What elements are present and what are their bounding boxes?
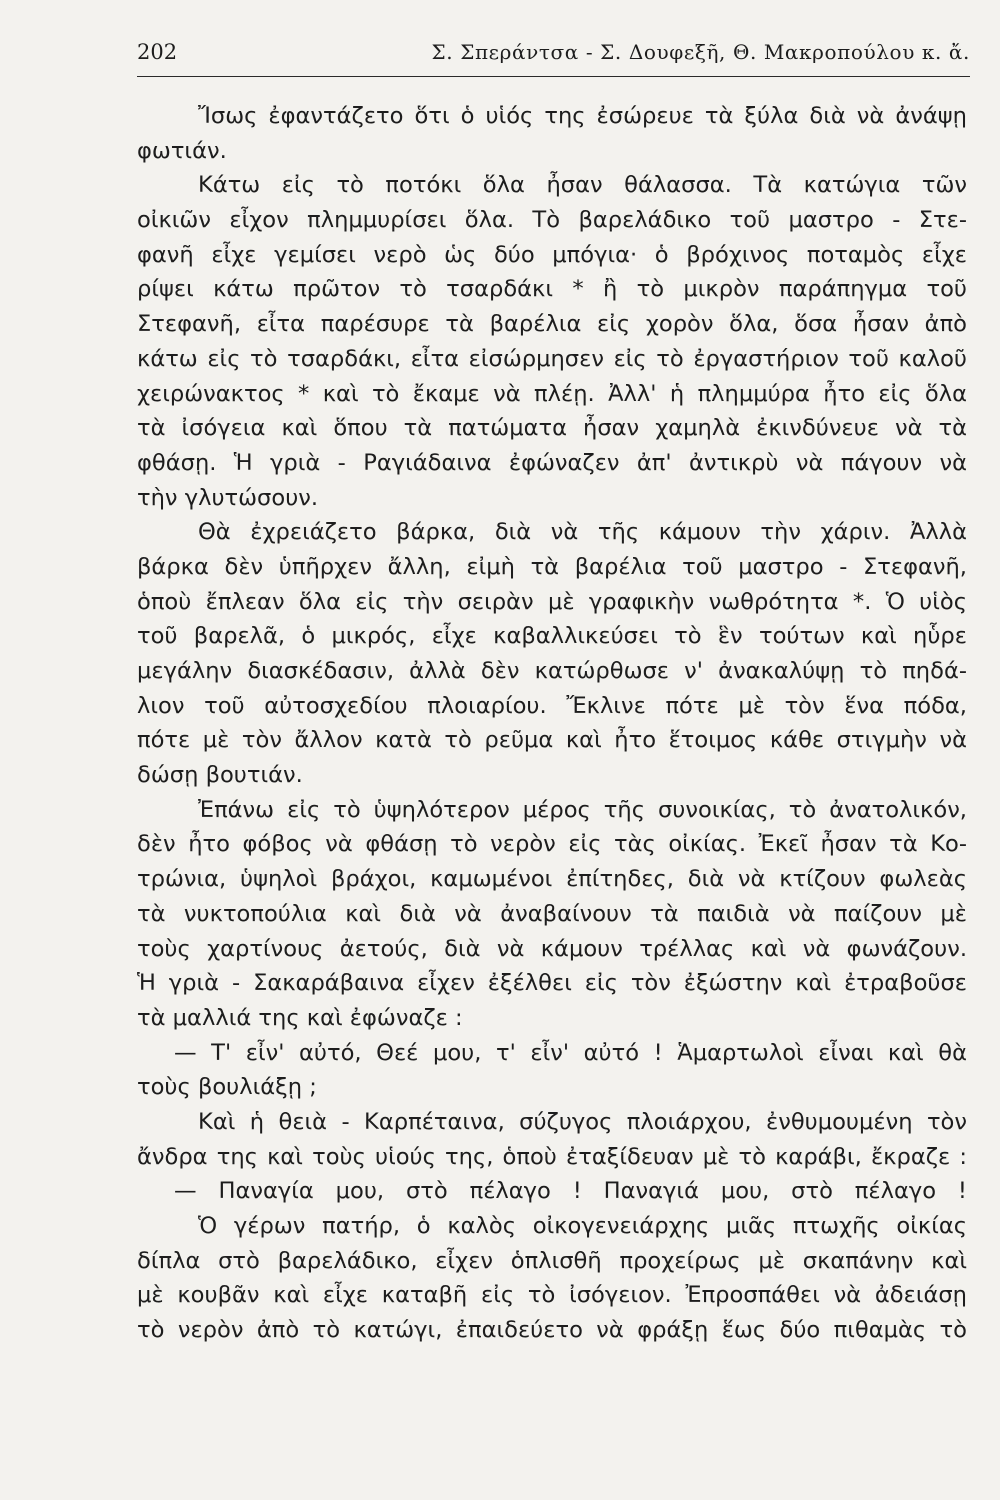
header-rule	[137, 76, 970, 77]
text-line: τὰ νυκτοπούλια καὶ διὰ νὰ ἀναβαίνουν τὰ παιδιὰ νὰ παίζουν μὲ	[137, 900, 967, 927]
text-line: οἰκιῶν εἶχον πλημμυρίσει ὅλα. Τὸ βαρελάδικο τοῦ μαστρο - Στε-	[137, 207, 967, 234]
text-line: τοὺς βουλιάξῃ ;	[137, 1074, 317, 1101]
text-line: Κάτω εἰς τὸ ποτόκι ὅλα ἦσαν θάλασσα. Τὰ κατώγια τῶν	[198, 172, 967, 199]
text-line: κάτω εἰς τὸ τσαρδάκι, εἶτα εἰσώρμησεν εἰς τὸ ἐργαστήριον τοῦ καλοῦ	[137, 345, 967, 372]
page-number: 202	[137, 40, 178, 64]
text-line: μὲ κουβᾶν καὶ εἶχε καταβῆ εἰς τὸ ἰσόγειον. Ἐπροσπάθει νὰ ἀδειάσῃ	[137, 1282, 967, 1309]
text-line: Ἐπάνω εἰς τὸ ὑψηλότερον μέρος τῆς συνοικίας, τὸ ἀνατολικόν,	[198, 796, 967, 823]
text-line: φωτιάν.	[137, 137, 227, 164]
page-header	[137, 40, 970, 72]
text-line: δίπλα στὸ βαρελάδικο, εἶχεν ὁπλισθῆ προχείρως μὲ σκαπάνην καὶ	[137, 1247, 967, 1274]
text-line: δὲν ἦτο φόβος νὰ φθάσῃ τὸ νερὸν εἰς τὰς οἰκίας. Ἐκεῖ ἦσαν τὰ Κο-	[137, 831, 967, 858]
running-head: Σ. Σπεράντσα - Σ. Δουφεξῆ, Θ. Μακροπούλου κ. ἄ.	[431, 40, 970, 64]
text-line: φανῆ εἶχε γεμίσει νερὸ ὡς δύο μπόγια· ὁ βρόχινος ποταμὸς εἶχε	[137, 241, 967, 268]
text-line: βάρκα δὲν ὑπῆρχεν ἄλλη, εἰμὴ τὰ βαρέλια τοῦ μαστρο - Στεφανῆ,	[137, 553, 967, 580]
text-line: χειρώνακτος * καὶ τὸ ἔκαμε νὰ πλέῃ. Ἀλλ' ἡ πλημμύρα ἦτο εἰς ὅλα	[137, 380, 967, 407]
text-line: Θὰ ἐχρειάζετο βάρκα, διὰ νὰ τῆς κάμουν τὴν χάριν. Ἀλλὰ	[198, 519, 967, 546]
text-line: ὁποὺ ἔπλεαν ὅλα εἰς τὴν σειρὰν μὲ γραφικὴν νωθρότητα *. Ὁ υἱὸς	[137, 588, 967, 615]
text-line: Ἴσως ἐφαντάζετο ὅτι ὁ υἱός της ἐσώρευε τὰ ξύλα διὰ νὰ ἀνάψῃ	[198, 103, 967, 129]
text-line: τοῦ βαρελᾶ, ὁ μικρός, εἶχε καβαλλικεύσει τὸ ἓν τούτων καὶ ηὗρε	[137, 623, 967, 650]
body-text	[137, 99, 967, 1348]
text-line: δώσῃ βουτιάν.	[137, 762, 303, 789]
text-line: τὰ μαλλιά της καὶ ἐφώναζε :	[137, 1004, 463, 1031]
text-line: ρίψει κάτω πρῶτον τὸ τσαρδάκι * ἢ τὸ μικρὸν παράπηγμα τοῦ	[137, 276, 967, 303]
text-line: — Παναγία μου, στὸ πέλαγο ! Παναγιά μου, στὸ πέλαγο !	[174, 1178, 967, 1205]
text-line: Ἡ γριὰ - Σακαράβαινα εἶχεν ἐξέλθει εἰς τὸν ἐξώστην καὶ ἐτραβοῦσε	[137, 970, 967, 997]
text-line: — Τ' εἶν' αὐτό, Θεέ μου, τ' εἶν' αὐτό ! Ἁμαρτωλοὶ εἶναι καὶ θὰ	[174, 1039, 967, 1066]
text-line: τὴν γλυτώσουν.	[137, 484, 319, 511]
text-line: τὸ νερὸν ἀπὸ τὸ κατώγι, ἐπαιδεύετο νὰ φράξῃ ἕως δύο πιθαμὰς τὸ	[137, 1317, 967, 1344]
text-line: τὰ ἰσόγεια καὶ ὅπου τὰ πατώματα ἦσαν χαμηλὰ ἐκινδύνευε νὰ τὰ	[137, 415, 967, 442]
text-line: λιον τοῦ αὐτοσχεδίου πλοιαρίου. Ἔκλινε πότε μὲ τὸν ἕνα πόδα,	[137, 692, 967, 719]
text-line: Καὶ ἡ θειὰ - Καρπέταινα, σύζυγος πλοιάρχου, ἐνθυμουμένη τὸν	[198, 1108, 967, 1135]
text-line: φθάσῃ. Ἡ γριὰ - Ραγιάδαινα ἐφώναζεν ἀπ' ἀντικρὺ νὰ πάγουν νὰ	[137, 449, 967, 476]
text-line: τρώνια, ὑψηλοὶ βράχοι, καμωμένοι ἐπίτηδες, διὰ νὰ κτίζουν φωλεὰς	[137, 866, 967, 893]
text-line: Στεφανῆ, εἶτα παρέσυρε τὰ βαρέλια εἰς χορὸν ὅλα, ὅσα ἦσαν ἀπὸ	[137, 311, 967, 338]
text-line: Ὁ γέρων πατήρ, ὁ καλὸς οἰκογενειάρχης μιᾶς πτωχῆς οἰκίας	[198, 1213, 967, 1239]
text-line: μεγάλην διασκέδασιν, ἀλλὰ δὲν κατώρθωσε ν' ἀνακαλύψῃ τὸ πηδά-	[137, 658, 967, 684]
text-line: τοὺς χαρτίνους ἀετούς, διὰ νὰ κάμουν τρέλλας καὶ νὰ φωνάζουν.	[137, 935, 967, 962]
text-line: ἄνδρα της καὶ τοὺς υἱούς της, ὁποὺ ἐταξίδευαν μὲ τὸ καράβι, ἔκραζε :	[137, 1143, 967, 1170]
text-line: πότε μὲ τὸν ἄλλον κατὰ τὸ ρεῦμα καὶ ἦτο ἕτοιμος κάθε στιγμὴν νὰ	[137, 727, 967, 754]
